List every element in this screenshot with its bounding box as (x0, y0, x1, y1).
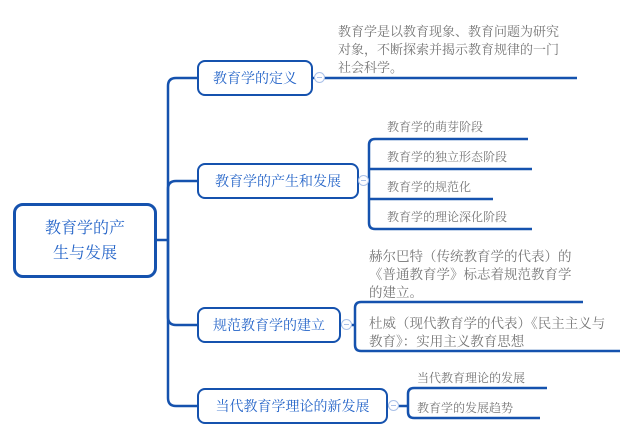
collapse-toggle-icon[interactable] (341, 319, 352, 330)
child-node-independent-form-stage[interactable]: 教育学的独立形态阶段 (387, 150, 508, 164)
connector-branch-3 (168, 240, 197, 325)
note-line: 对象，不断探索并揭示教育规律的一门 (338, 42, 560, 57)
branch-label: 教育学的产生和发展 (215, 173, 341, 189)
child-node-standardization[interactable]: 教育学的规范化 (387, 180, 472, 194)
collapse-toggle-icon[interactable] (388, 400, 399, 411)
root-node-label-line2: 生与发展 (52, 244, 117, 262)
child-line: 赫尔巴特（传统教育学的代表）的 (369, 249, 572, 264)
connector-branch-2 (168, 181, 197, 240)
root-node[interactable] (13, 203, 157, 278)
note-line: 社会科学。 (338, 60, 404, 75)
minus-icon (361, 180, 366, 182)
minus-icon (317, 77, 322, 79)
collapse-toggle-icon[interactable] (358, 175, 369, 186)
child-line: 《普通教育学》标志着规范教育学 (369, 267, 572, 282)
branch-node-definition[interactable] (197, 60, 313, 96)
connector-branch-4 (168, 240, 197, 406)
child-node-dewey[interactable] (369, 315, 605, 351)
connector-branch-1 (168, 78, 197, 240)
note-node-definition[interactable] (338, 23, 559, 77)
child-node-herbart[interactable] (369, 248, 572, 302)
child-node-development-trend[interactable]: 教育学的发展趋势 (417, 401, 514, 415)
child-node-contemporary-theory-development[interactable]: 当代教育理论的发展 (417, 371, 526, 385)
child-node-theory-deepening-stage[interactable]: 教育学的理论深化阶段 (387, 210, 508, 224)
branch-node-normative-pedagogy[interactable] (197, 307, 341, 343)
branch-label: 规范教育学的建立 (213, 317, 325, 333)
child-line: 杜威（现代教育学的代表）《民主主义与 (369, 316, 606, 331)
child-line: 教育》：实用主义教育思想 (369, 334, 525, 349)
child-line: 的建立。 (369, 285, 423, 300)
collapse-toggle-icon[interactable] (314, 72, 325, 83)
root-node-label-line1: 教育学的产 (44, 219, 125, 237)
branch-node-contemporary-development[interactable] (197, 388, 388, 424)
note-line: 教育学是以教育现象、教育问题为研究 (338, 24, 560, 39)
child-node-germination-stage[interactable]: 教育学的萌芽阶段 (387, 120, 484, 134)
branch-label: 教育学的定义 (213, 70, 297, 86)
minus-icon (391, 405, 396, 407)
branch-node-emergence-development[interactable] (197, 163, 359, 199)
branch-label: 当代教育学理论的新发展 (215, 398, 370, 414)
minus-icon (344, 324, 349, 326)
